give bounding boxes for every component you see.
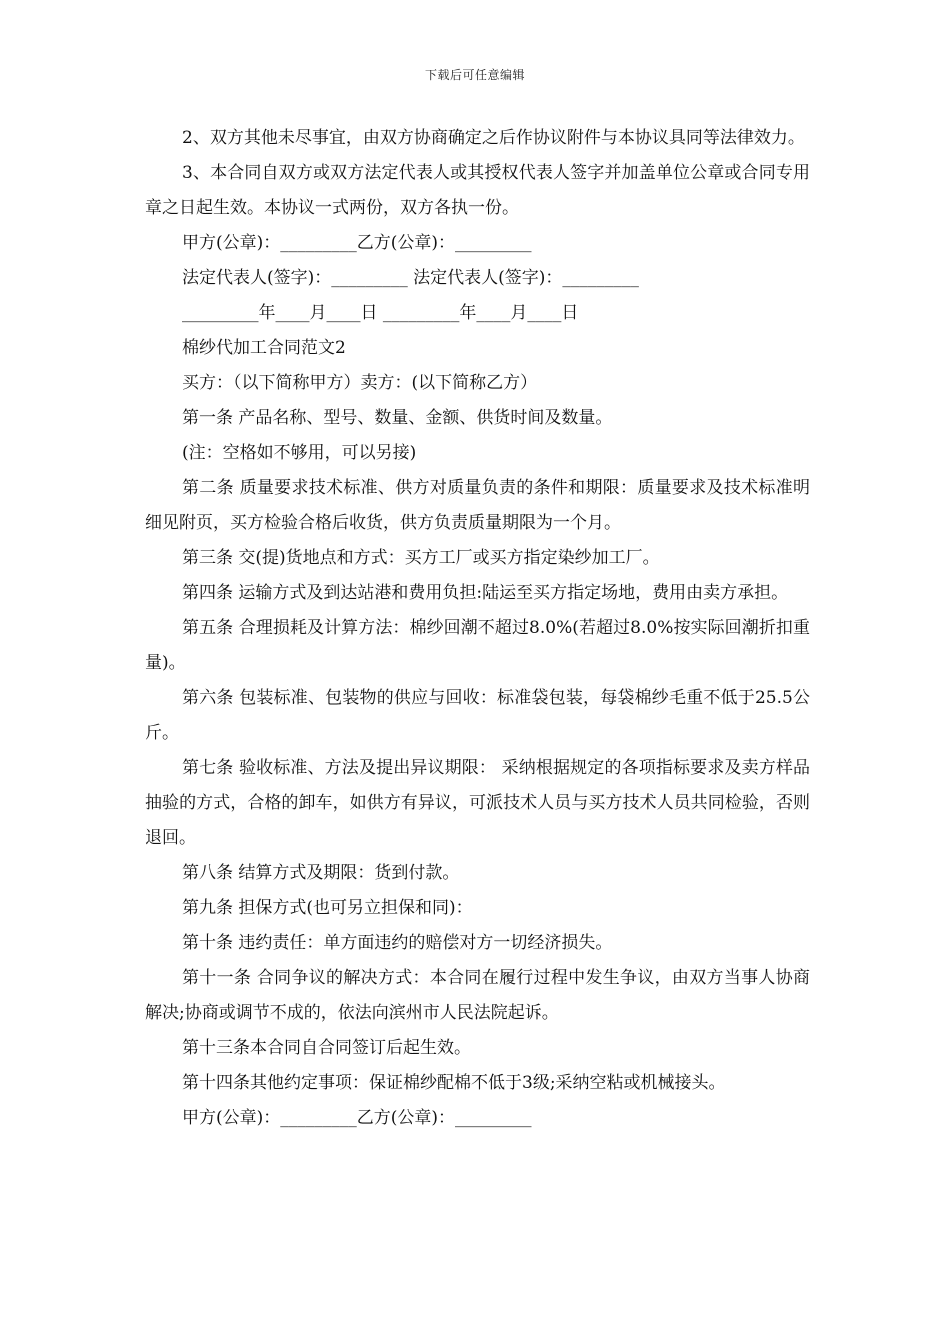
- final-signature-seal-line: 甲方(公章)：_________乙方(公章)：_________: [182, 1108, 532, 1128]
- article-13: 第十三条本合同自合同签订后起生效。: [182, 1038, 471, 1058]
- paragraph-clause-3: 3、本合同自双方或双方法定代表人或其授权代表人签字并加盖单位公章或合同专用章之日起生效。本协议一式两份，双方各执一份。: [145, 163, 810, 218]
- paragraph-clause-2: 2、双方其他未尽事宜，由双方协商确定之后作协议附件与本协议具同等法律效力。: [182, 128, 805, 148]
- signature-seal-line: 甲方(公章)：_________乙方(公章)：_________: [182, 233, 532, 253]
- signature-date-line: _________年____月____日 _________年____月____日: [182, 303, 579, 323]
- article-8: 第八条 结算方式及期限：货到付款。: [182, 863, 460, 883]
- article-3: 第三条 交(提)货地点和方式：买方工厂或买方指定染纱加工厂。: [182, 548, 660, 568]
- article-10: 第十条 违约责任：单方面违约的赔偿对方一切经济损失。: [182, 933, 613, 953]
- article-4: 第四条 运输方式及到达站港和费用负担:陆运至买方指定场地，费用由卖方承担。: [182, 583, 789, 603]
- article-11: 第十一条 合同争议的解决方式：本合同在履行过程中发生争议，由双方当事人协商解决;协商或调节不成的，依法向滨州市人民法院起诉。: [145, 968, 810, 1023]
- article-1: 第一条 产品名称、型号、数量、金额、供货时间及数量。: [182, 408, 613, 428]
- article-7: 第七条 验收标准、方法及提出异议期限： 采纳根据规定的各项指标要求及卖方样品抽验的方式，合格的卸车，如供方有异议，可派技术人员与买方技术人员共同检验，否则退回。: [145, 758, 810, 848]
- article-14: 第十四条其他约定事项：保证棉纱配棉不低于3级;采纳空粘或机械接头。: [182, 1073, 726, 1093]
- section-title: 棉纱代加工合同范文2: [182, 338, 346, 358]
- parties-line: 买方：（以下简称甲方）卖方：(以下简称乙方）: [182, 373, 538, 393]
- document-body: [145, 121, 810, 1136]
- article-6: 第六条 包装标准、包装物的供应与回收：标准袋包装，每袋棉纱毛重不低于25.5公斤。: [145, 688, 810, 743]
- signature-representative-line: 法定代表人(签字)：_________ 法定代表人(签字)：_________: [182, 268, 639, 288]
- page-header: 下载后可任意编辑: [424, 68, 525, 82]
- article-9: 第九条 担保方式(也可另立担保和同)：: [182, 898, 473, 918]
- article-2: 第二条 质量要求技术标准、供方对质量负责的条件和期限：质量要求及技术标准明细见附页，买方检验合格后收货，供方负责质量期限为一个月。: [145, 478, 810, 533]
- note-line: (注：空格如不够用，可以另接): [182, 443, 417, 463]
- article-5: 第五条 合理损耗及计算方法：棉纱回潮不超过8.0%(若超过8.0%按实际回潮折扣重量)。: [145, 618, 810, 673]
